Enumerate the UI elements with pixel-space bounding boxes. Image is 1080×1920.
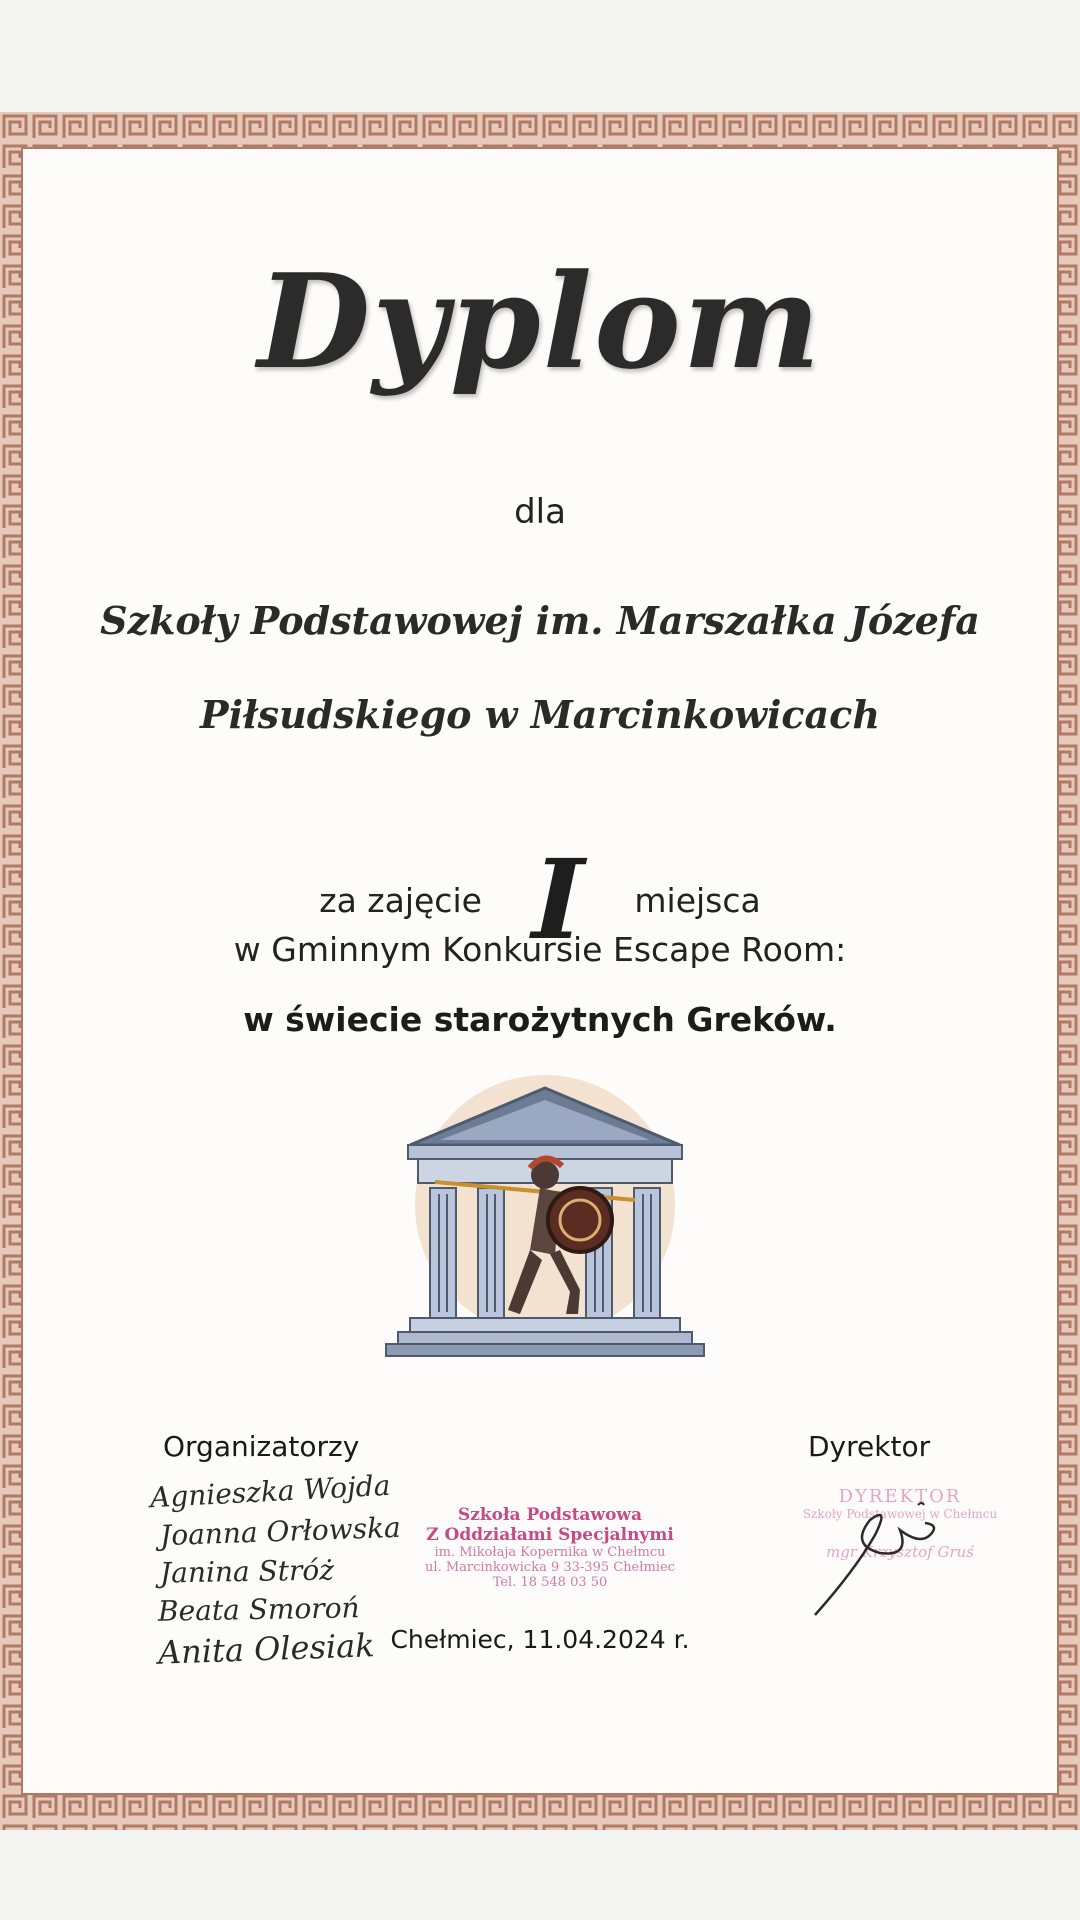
diploma-title: Dyplom — [257, 245, 823, 398]
stamp-line: Tel. 18 548 03 50 — [492, 1575, 608, 1590]
organizer-signature: Beata Smoroń — [157, 1591, 360, 1628]
stamp-line: im. Mikołaja Kopernika w Chełmcu — [434, 1545, 666, 1560]
director-stamp-line: Szkoły Podstawowej w Chełmcu — [802, 1507, 998, 1521]
for-label: dla — [514, 492, 566, 532]
organizer-signature: Agnieszka Wojda — [149, 1468, 392, 1515]
greek-temple-illustration — [380, 1070, 710, 1370]
stamp-line: ul. Marcinkowicka 9 33-395 Chełmiec — [425, 1560, 675, 1575]
organizers-label: Organizatorzy — [163, 1430, 360, 1463]
stamp-line: Szkoła Podstawowa — [457, 1505, 643, 1525]
contest-line1: w Gminnym Konkursie Escape Room: — [233, 930, 847, 969]
place-prefix: za zajęcie — [319, 880, 482, 920]
organizer-signature: Anita Olesiak — [157, 1626, 376, 1672]
place-suffix: miejsca — [634, 880, 761, 920]
issue-date: Chełmiec, 11.04.2024 r. — [390, 1625, 690, 1654]
director-stamp-name: mgr Krzysztof Gruś — [825, 1543, 974, 1561]
contest-line2: w świecie starożytnych Greków. — [243, 1000, 837, 1039]
director-signature — [800, 1475, 960, 1625]
organizer-signature: Joanna Orłowska — [159, 1510, 402, 1553]
organizer-signature: Janina Stróż — [159, 1553, 335, 1590]
school-name-line2: Piłsudskiego w Marcinkowicach — [200, 692, 880, 737]
director-stamp-title: DYREKTOR — [838, 1486, 962, 1507]
school-stamp — [400, 1505, 700, 1590]
school-name-line1: Szkoły Podstawowej im. Marszałka Józefa — [100, 598, 980, 643]
place-numeral: I — [518, 835, 598, 964]
stamp-line: Z Oddziałami Specjalnymi — [426, 1525, 674, 1545]
director-label: Dyrektor — [808, 1430, 931, 1463]
